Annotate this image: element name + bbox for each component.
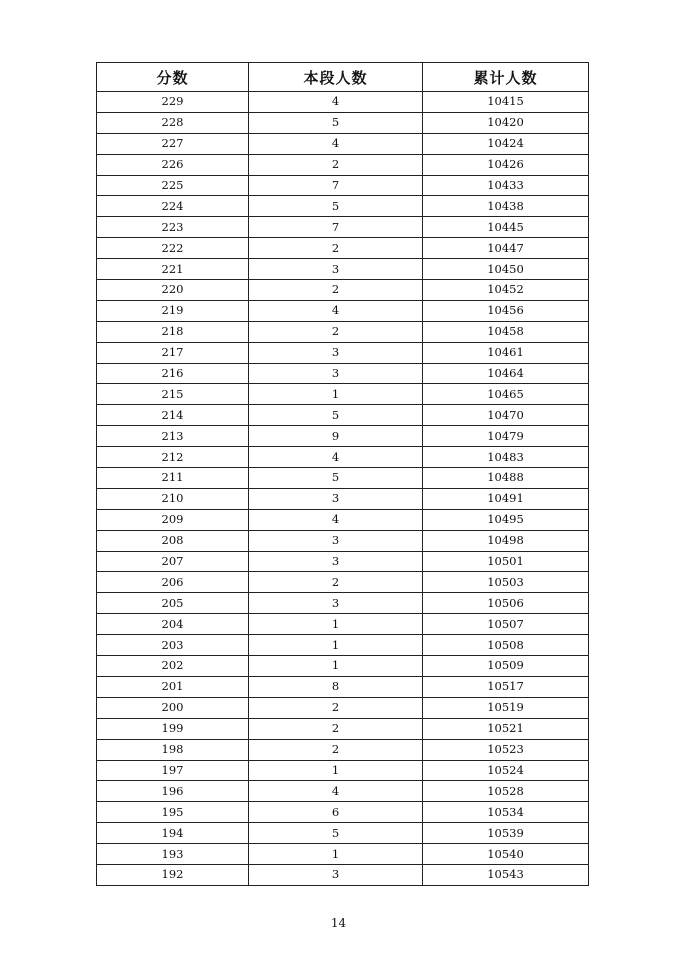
table-row <box>97 656 589 677</box>
table-row <box>97 384 589 405</box>
table-row <box>97 405 589 426</box>
cell-segment-count: 1 <box>249 760 423 781</box>
cell-cumulative-count: 10528 <box>423 781 589 802</box>
cell-score: 215 <box>97 384 249 405</box>
cell-cumulative-count: 10465 <box>423 384 589 405</box>
table-row <box>97 614 589 635</box>
table-row <box>97 802 589 823</box>
cell-score: 200 <box>97 697 249 718</box>
table-row <box>97 259 589 280</box>
cell-score: 220 <box>97 280 249 301</box>
table-row <box>97 154 589 175</box>
cell-segment-count: 2 <box>249 238 423 259</box>
cell-cumulative-count: 10524 <box>423 760 589 781</box>
table-row <box>97 300 589 321</box>
cell-segment-count: 4 <box>249 781 423 802</box>
cell-segment-count: 7 <box>249 175 423 196</box>
table-row <box>97 280 589 301</box>
cell-score: 227 <box>97 133 249 154</box>
cell-cumulative-count: 10495 <box>423 509 589 530</box>
cell-segment-count: 5 <box>249 405 423 426</box>
cell-cumulative-count: 10433 <box>423 175 589 196</box>
cell-segment-count: 3 <box>249 488 423 509</box>
cell-segment-count: 2 <box>249 572 423 593</box>
cell-segment-count: 2 <box>249 154 423 175</box>
cell-cumulative-count: 10488 <box>423 468 589 489</box>
cell-score: 205 <box>97 593 249 614</box>
cell-segment-count: 4 <box>249 447 423 468</box>
cell-segment-count: 7 <box>249 217 423 238</box>
cell-cumulative-count: 10506 <box>423 593 589 614</box>
table-row <box>97 196 589 217</box>
cell-segment-count: 2 <box>249 718 423 739</box>
cell-segment-count: 3 <box>249 864 423 885</box>
cell-segment-count: 2 <box>249 739 423 760</box>
cell-score: 193 <box>97 844 249 865</box>
cell-cumulative-count: 10470 <box>423 405 589 426</box>
page-number: 14 <box>330 916 347 930</box>
table-row <box>97 530 589 551</box>
cell-cumulative-count: 10521 <box>423 718 589 739</box>
cell-cumulative-count: 10509 <box>423 656 589 677</box>
cell-cumulative-count: 10519 <box>423 697 589 718</box>
cell-score: 202 <box>97 656 249 677</box>
table-row <box>97 509 589 530</box>
cell-score: 198 <box>97 739 249 760</box>
cell-score: 197 <box>97 760 249 781</box>
cell-score: 219 <box>97 300 249 321</box>
cell-segment-count: 5 <box>249 112 423 133</box>
table-row <box>97 426 589 447</box>
table-row <box>97 572 589 593</box>
header-score: 分数 <box>97 63 249 92</box>
cell-segment-count: 3 <box>249 363 423 384</box>
table-row <box>97 342 589 363</box>
cell-segment-count: 2 <box>249 280 423 301</box>
cell-score: 221 <box>97 259 249 280</box>
cell-segment-count: 5 <box>249 196 423 217</box>
table-row <box>97 217 589 238</box>
cell-segment-count: 3 <box>249 551 423 572</box>
cell-segment-count: 1 <box>249 656 423 677</box>
cell-score: 218 <box>97 321 249 342</box>
cell-cumulative-count: 10426 <box>423 154 589 175</box>
cell-score: 196 <box>97 781 249 802</box>
cell-cumulative-count: 10534 <box>423 802 589 823</box>
cell-segment-count: 1 <box>249 614 423 635</box>
table-row <box>97 112 589 133</box>
table-body <box>97 92 589 886</box>
table-row <box>97 321 589 342</box>
cell-score: 195 <box>97 802 249 823</box>
cell-score: 222 <box>97 238 249 259</box>
cell-cumulative-count: 10540 <box>423 844 589 865</box>
cell-score: 229 <box>97 92 249 113</box>
cell-cumulative-count: 10501 <box>423 551 589 572</box>
cell-score: 203 <box>97 635 249 656</box>
cell-score: 223 <box>97 217 249 238</box>
cell-segment-count: 8 <box>249 676 423 697</box>
cell-score: 208 <box>97 530 249 551</box>
cell-cumulative-count: 10452 <box>423 280 589 301</box>
cell-segment-count: 1 <box>249 635 423 656</box>
cell-score: 206 <box>97 572 249 593</box>
cell-cumulative-count: 10479 <box>423 426 589 447</box>
cell-score: 194 <box>97 823 249 844</box>
cell-cumulative-count: 10498 <box>423 530 589 551</box>
cell-segment-count: 4 <box>249 300 423 321</box>
table-row <box>97 133 589 154</box>
table-row <box>97 175 589 196</box>
cell-cumulative-count: 10424 <box>423 133 589 154</box>
table-row <box>97 844 589 865</box>
cell-cumulative-count: 10507 <box>423 614 589 635</box>
cell-segment-count: 4 <box>249 133 423 154</box>
cell-cumulative-count: 10445 <box>423 217 589 238</box>
table-row <box>97 593 589 614</box>
cell-cumulative-count: 10438 <box>423 196 589 217</box>
cell-cumulative-count: 10458 <box>423 321 589 342</box>
cell-score: 226 <box>97 154 249 175</box>
header-segment-count: 本段人数 <box>249 63 423 92</box>
cell-score: 214 <box>97 405 249 426</box>
table-row <box>97 551 589 572</box>
table-row <box>97 864 589 885</box>
table-row <box>97 238 589 259</box>
cell-score: 210 <box>97 488 249 509</box>
cell-score: 213 <box>97 426 249 447</box>
cell-segment-count: 1 <box>249 384 423 405</box>
cell-cumulative-count: 10456 <box>423 300 589 321</box>
table-row <box>97 92 589 113</box>
cell-segment-count: 3 <box>249 530 423 551</box>
cell-cumulative-count: 10523 <box>423 739 589 760</box>
cell-score: 211 <box>97 468 249 489</box>
cell-cumulative-count: 10447 <box>423 238 589 259</box>
cell-cumulative-count: 10461 <box>423 342 589 363</box>
cell-cumulative-count: 10543 <box>423 864 589 885</box>
cell-segment-count: 5 <box>249 823 423 844</box>
table-row <box>97 781 589 802</box>
table-row <box>97 363 589 384</box>
cell-segment-count: 4 <box>249 509 423 530</box>
cell-cumulative-count: 10464 <box>423 363 589 384</box>
cell-cumulative-count: 10450 <box>423 259 589 280</box>
cell-segment-count: 3 <box>249 342 423 363</box>
cell-cumulative-count: 10483 <box>423 447 589 468</box>
cell-segment-count: 2 <box>249 321 423 342</box>
header-cumulative-count: 累计人数 <box>423 63 589 92</box>
cell-score: 199 <box>97 718 249 739</box>
table-row <box>97 468 589 489</box>
cell-segment-count: 3 <box>249 593 423 614</box>
table-row <box>97 635 589 656</box>
cell-segment-count: 2 <box>249 697 423 718</box>
cell-cumulative-count: 10539 <box>423 823 589 844</box>
cell-score: 192 <box>97 864 249 885</box>
cell-score: 224 <box>97 196 249 217</box>
cell-cumulative-count: 10491 <box>423 488 589 509</box>
table-row <box>97 718 589 739</box>
cell-cumulative-count: 10415 <box>423 92 589 113</box>
table-header-row <box>97 63 589 92</box>
cell-score: 201 <box>97 676 249 697</box>
cell-segment-count: 5 <box>249 468 423 489</box>
cell-segment-count: 9 <box>249 426 423 447</box>
cell-score: 204 <box>97 614 249 635</box>
cell-score: 228 <box>97 112 249 133</box>
cell-score: 217 <box>97 342 249 363</box>
cell-segment-count: 4 <box>249 92 423 113</box>
cell-score: 207 <box>97 551 249 572</box>
cell-score: 216 <box>97 363 249 384</box>
table-row <box>97 823 589 844</box>
table-row <box>97 697 589 718</box>
cell-segment-count: 3 <box>249 259 423 280</box>
cell-segment-count: 6 <box>249 802 423 823</box>
table-row <box>97 488 589 509</box>
cell-score: 212 <box>97 447 249 468</box>
cell-cumulative-count: 10517 <box>423 676 589 697</box>
cell-cumulative-count: 10503 <box>423 572 589 593</box>
table-row <box>97 739 589 760</box>
table-row <box>97 447 589 468</box>
score-distribution-table <box>96 62 589 886</box>
cell-score: 209 <box>97 509 249 530</box>
cell-score: 225 <box>97 175 249 196</box>
table-row <box>97 676 589 697</box>
cell-cumulative-count: 10420 <box>423 112 589 133</box>
cell-segment-count: 1 <box>249 844 423 865</box>
cell-cumulative-count: 10508 <box>423 635 589 656</box>
table-row <box>97 760 589 781</box>
